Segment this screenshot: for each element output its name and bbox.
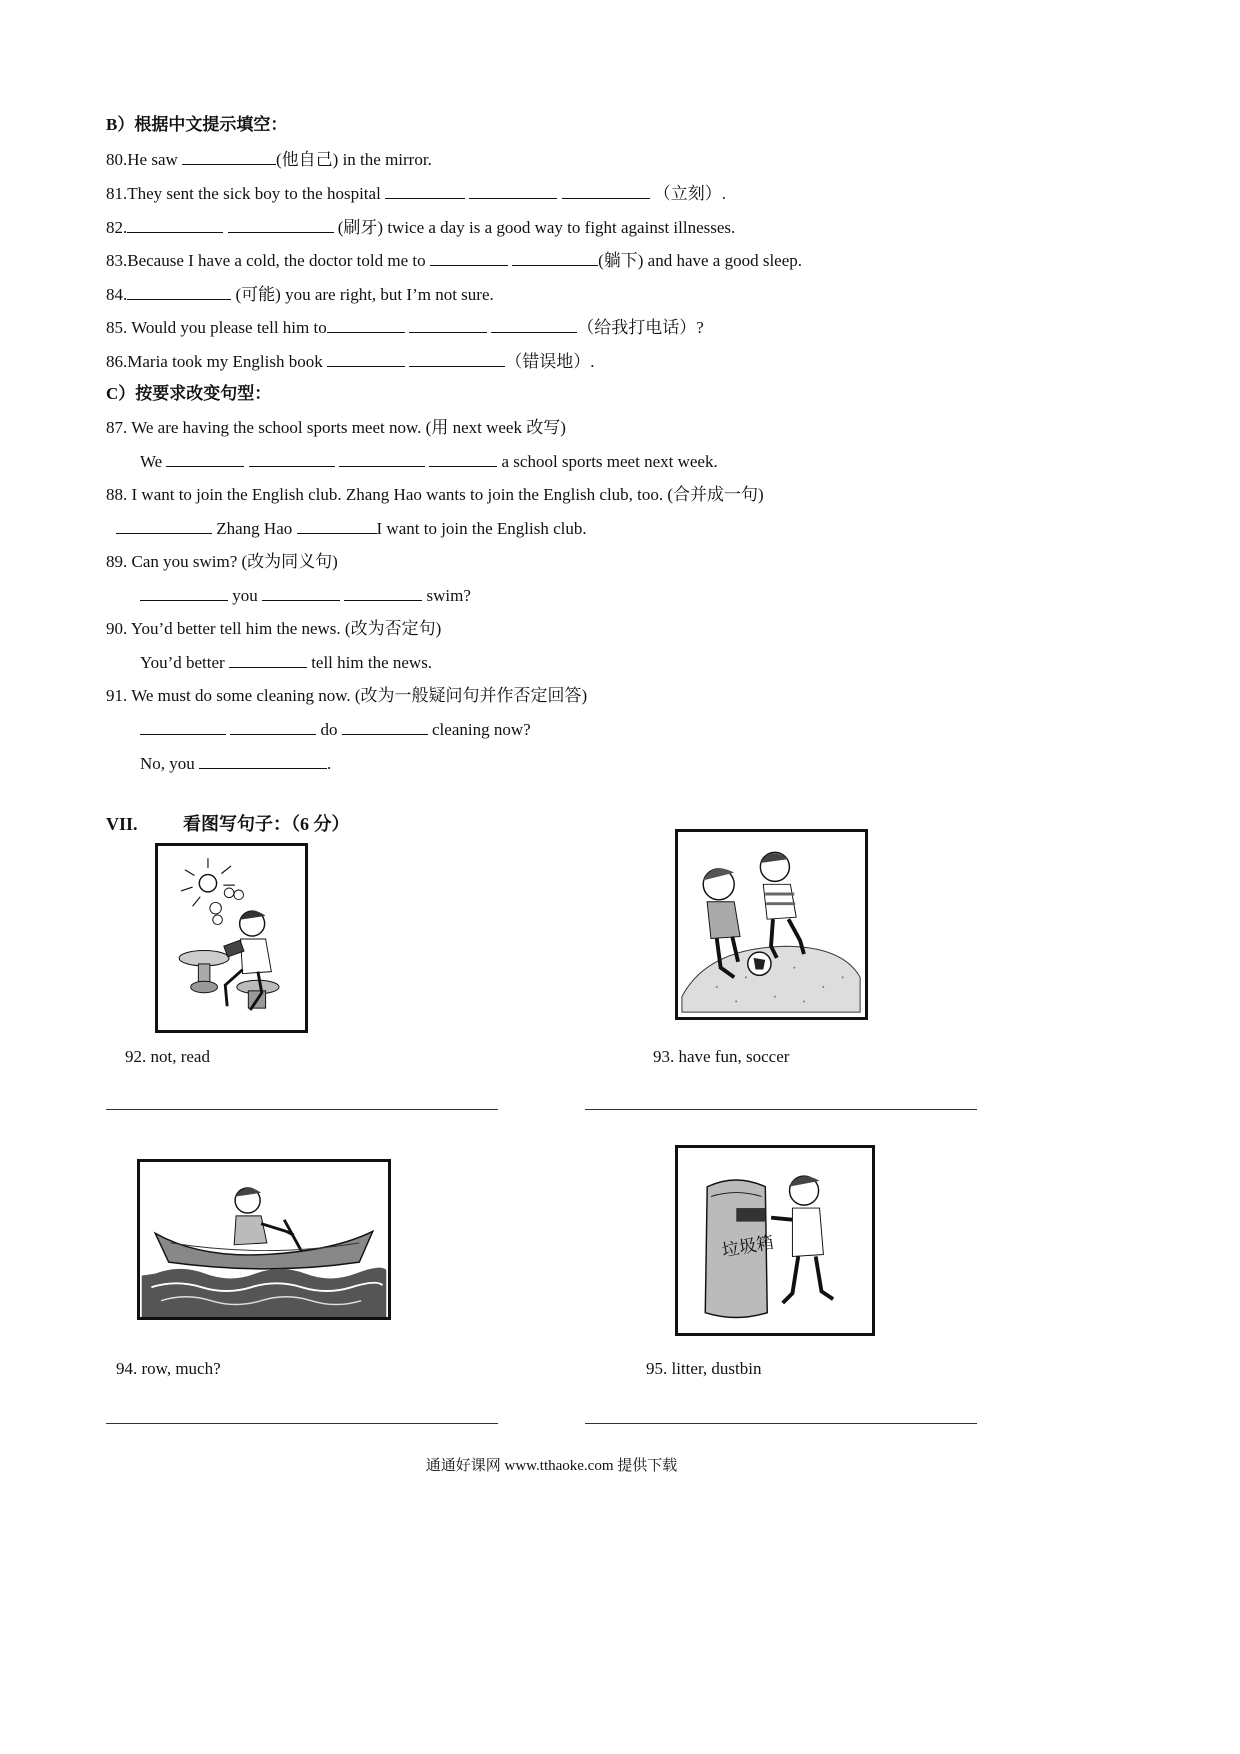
blank[interactable] [385, 182, 465, 199]
item-82 [106, 216, 735, 239]
item-86-lead: 86.Maria took my English book [106, 352, 327, 371]
answer-91-response [140, 752, 331, 775]
section-b-heading: B）根据中文提示填空： [106, 115, 288, 134]
blank[interactable] [127, 216, 223, 233]
answer-91-tail: cleaning now? [427, 720, 531, 739]
blank[interactable] [140, 584, 228, 601]
caption-94: 94. row, much? [116, 1359, 221, 1378]
boy-reading-illustration [158, 846, 305, 1030]
blank[interactable] [430, 249, 508, 266]
picture-boys-soccer [675, 829, 868, 1020]
answer-91-response-lead: No, you [140, 754, 200, 773]
picture-boy-dustbin [675, 1145, 875, 1336]
blank[interactable] [229, 651, 307, 668]
answer-87 [140, 450, 718, 473]
answer-91-mid: do [316, 720, 342, 739]
blank[interactable] [327, 316, 405, 333]
caption-92: 92. not, read [125, 1047, 210, 1066]
item-83 [106, 249, 802, 272]
item-81-hint: （立刻）. [653, 184, 727, 203]
question-91: 91. We must do some cleaning now. (改为一般疑问句并作否定回答) [106, 686, 588, 705]
item-85-lead: 85. Would you please tell him to [106, 318, 327, 337]
boy-dustbin-illustration [678, 1148, 872, 1333]
answer-90-tail: tell him the news. [306, 653, 433, 672]
blank[interactable] [342, 718, 428, 735]
item-86-hint: （错误地）. [505, 352, 595, 371]
blank[interactable] [562, 182, 650, 199]
item-85-hint: （给我打电话）? [577, 318, 704, 337]
question-87: 87. We are having the school sports meet now. (用 next week 改写) [106, 418, 566, 437]
blank[interactable] [140, 718, 226, 735]
item-81-lead: 81.They sent the sick boy to the hospital [106, 184, 386, 203]
picture-boy-rowing [137, 1159, 391, 1320]
question-88: 88. I want to join the English club. Zhang Hao wants to join the English club, too. (合并成一句) [106, 485, 764, 504]
blank[interactable] [512, 249, 598, 266]
blank[interactable] [182, 148, 276, 165]
blank[interactable] [344, 584, 422, 601]
blank[interactable] [297, 517, 377, 534]
answer-89 [140, 584, 471, 607]
caption-95: 95. litter, dustbin [646, 1359, 762, 1378]
item-82-lead: 82. [106, 218, 128, 237]
answer-89-mid: you [228, 586, 262, 605]
blank[interactable] [327, 350, 405, 367]
blank[interactable] [116, 517, 212, 534]
question-89: 89. Can you swim? (改为同义句) [106, 552, 338, 571]
section-c-heading: C）按要求改变句型： [106, 384, 272, 403]
section-vii-heading: 看图写句子：（6 分） [183, 814, 350, 834]
blank[interactable] [469, 182, 557, 199]
answer-88 [116, 517, 587, 540]
footer-credit: 通通好课网 www.tthaoke.com 提供下载 [425, 1458, 678, 1474]
answer-87-tail: a school sports meet next week. [497, 452, 718, 471]
blank[interactable] [429, 450, 497, 467]
answer-line-95[interactable] [585, 1423, 977, 1424]
picture-boy-reading [155, 843, 308, 1033]
blank[interactable] [262, 584, 340, 601]
item-83-hint: (躺下) and have a good sleep. [598, 251, 803, 270]
item-85 [106, 316, 704, 339]
section-vii-number: VII. [106, 814, 138, 834]
item-84 [106, 283, 494, 306]
answer-line-93[interactable] [585, 1109, 977, 1110]
item-80-hint: (他自己) in the mirror. [276, 150, 432, 169]
item-82-hint: (刷牙) twice a day is a good way to fight against illnesses. [337, 218, 736, 237]
item-86 [106, 350, 594, 373]
answer-line-92[interactable] [106, 1109, 498, 1110]
answer-88-tail: I want to join the English club. [376, 519, 587, 538]
blank[interactable] [409, 350, 505, 367]
answer-91-response-tail: . [327, 754, 332, 773]
blank[interactable] [249, 450, 335, 467]
blank[interactable] [230, 718, 316, 735]
boys-soccer-illustration [678, 832, 865, 1017]
answer-90-lead: You’d better [140, 653, 229, 672]
answer-line-94[interactable] [106, 1423, 498, 1424]
item-84-lead: 84. [106, 285, 128, 304]
answer-91 [140, 718, 531, 741]
question-90: 90. You’d better tell him the news. (改为否定句) [106, 619, 442, 638]
answer-87-lead: We [140, 452, 167, 471]
blank[interactable] [228, 216, 334, 233]
answer-88-mid: Zhang Hao [212, 519, 297, 538]
item-81 [106, 182, 726, 205]
item-83-lead: 83.Because I have a cold, the doctor told me to [106, 251, 430, 270]
blank[interactable] [491, 316, 577, 333]
blank[interactable] [199, 752, 327, 769]
item-84-hint: (可能) you are right, but I’m not sure. [235, 285, 494, 304]
boy-rowing-illustration [140, 1162, 388, 1317]
answer-90 [140, 651, 432, 674]
blank[interactable] [409, 316, 487, 333]
caption-93: 93. have fun, soccer [653, 1047, 790, 1066]
item-80-lead: 80.He saw [106, 150, 183, 169]
bin-label: 垃圾箱 [720, 1232, 776, 1262]
blank[interactable] [127, 283, 231, 300]
blank[interactable] [339, 450, 425, 467]
item-80 [106, 148, 432, 171]
blank[interactable] [166, 450, 244, 467]
answer-89-tail: swim? [422, 586, 471, 605]
